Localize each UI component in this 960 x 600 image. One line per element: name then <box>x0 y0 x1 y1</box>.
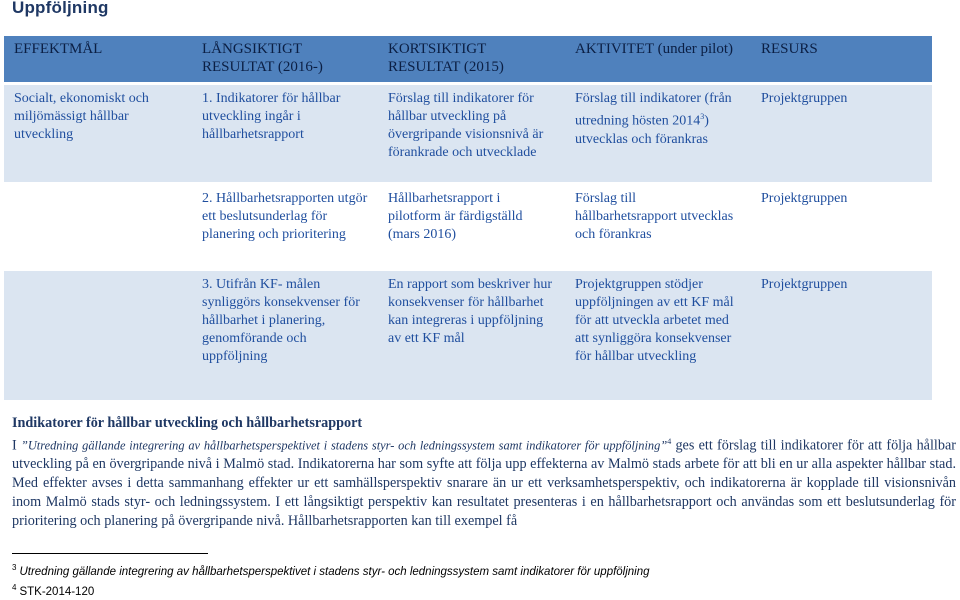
page-title: Uppföljning <box>12 0 109 17</box>
cell-effektmal <box>4 270 192 401</box>
body-section <box>12 414 956 531</box>
header-effektmal: EFFEKTMÅL <box>4 36 192 84</box>
footnote-number: 4 <box>12 582 17 592</box>
cell-resurs: Projektgruppen <box>751 184 932 270</box>
cell-kortsiktigt: En rapport som beskriver hur konsekvenser för hållbarhet kan integreras i uppföljning av ett KF mål <box>378 270 565 401</box>
section-heading: Indikatorer för hållbar utveckling och hållbarhetsrapport <box>12 415 363 431</box>
table-row <box>4 184 932 270</box>
follow-up-table <box>4 36 932 400</box>
cell-kortsiktigt: Hållbarhetsrapport i pilotform är färdigställd (mars 2016) <box>378 184 565 270</box>
para-rest: ges ett förslag till indikatorer för att följa hållbar utveckling på en övergripande nivå i Malmö stad. Indikatorerna har som syfte att följa upp effekterna av Malmö stads arbete för att bli en ur alla aspekter hållbar stad. Med effekter avses i detta sammanhang effekter ur ett samhällsperspektiv snarare än ur ett verksamhetsperspektiv, och indikatorerna är kopplade till visionsnivån inom Malmö stads styr- och ledningssystem. I ett långsiktigt perspektiv kan resultatet presenteras i en hållbarhetsrapport och användas som ett beslutsunderlag för prioritering och planering på övergripande nivå. Hållbarhetsrapporten kan till exempel få <box>12 437 956 529</box>
footnote-item <box>12 580 942 600</box>
footnote-number: 3 <box>12 563 17 572</box>
header-langsiktigt-resultat: LÅNGSIKTIGT RESULTAT (2016-) <box>192 36 378 84</box>
footnote-divider <box>12 553 208 554</box>
body-paragraph <box>12 433 956 531</box>
cell-effektmal: Socialt, ekonomiskt och miljömässigt hållbar utveckling <box>4 84 192 184</box>
cell-kortsiktigt: Förslag till indikatorer för hållbar utveckling på övergripande visionsnivå är förankrade och utvecklade <box>378 84 565 184</box>
cell-aktivitet <box>565 84 751 184</box>
table-row <box>4 84 932 184</box>
footnotes <box>12 560 942 600</box>
header-aktivitet: AKTIVITET (under pilot) <box>565 36 751 84</box>
table-row <box>4 270 932 401</box>
footnote-item <box>12 560 942 580</box>
cell-effektmal <box>4 184 192 270</box>
footnote-text: STK-2014-120 <box>19 585 95 598</box>
header-kortsiktigt-resultat: KORTSIKTIGT RESULTAT (2015) <box>378 36 565 84</box>
para-reference: ”Utredning gällande integrering av hållbarhetsperspektivet i stadens styr- och ledningssystem samt indikatorer för uppföljning” <box>20 438 668 453</box>
cell-resurs: Projektgruppen <box>751 84 932 184</box>
cell-aktivitet: Projektgruppen stödjer uppföljningen av ett KF mål för att utveckla arbetet med att synliggöra konsekvenser för hållbar utveckling <box>565 270 751 401</box>
cell-resurs: Projektgruppen <box>751 270 932 401</box>
para-start: I <box>12 437 21 454</box>
footnote-ref-4: 4 <box>667 436 672 446</box>
cell-langsiktigt: 1. Indikatorer för hållbar utveckling ingår i hållbarhetsrapport <box>192 84 378 184</box>
header-resurs: RESURS <box>751 36 932 84</box>
footnote-ref-3: 3 <box>700 112 705 121</box>
cell-aktivitet: Förslag till hållbarhetsrapport utvecklas och förankras <box>565 184 751 270</box>
table-header-row <box>4 36 932 84</box>
activity-text: Förslag till indikatorer (från utredning hösten 2014 <box>575 91 732 129</box>
cell-langsiktigt: 2. Hållbarhetsrapporten utgör ett beslutsunderlag för planering och prioritering <box>192 184 378 270</box>
footnote-text: Utredning gällande integrering av hållbarhetsperspektivet i stadens styr- och ledningssystem samt indikatorer för uppföljning <box>19 565 650 578</box>
cell-langsiktigt: 3. Utifrån KF- målen synliggörs konsekvenser för hållbarhet i planering, genomförande och uppföljning <box>192 270 378 401</box>
activity-text-tail: ) utvecklas och förankras <box>575 113 709 147</box>
